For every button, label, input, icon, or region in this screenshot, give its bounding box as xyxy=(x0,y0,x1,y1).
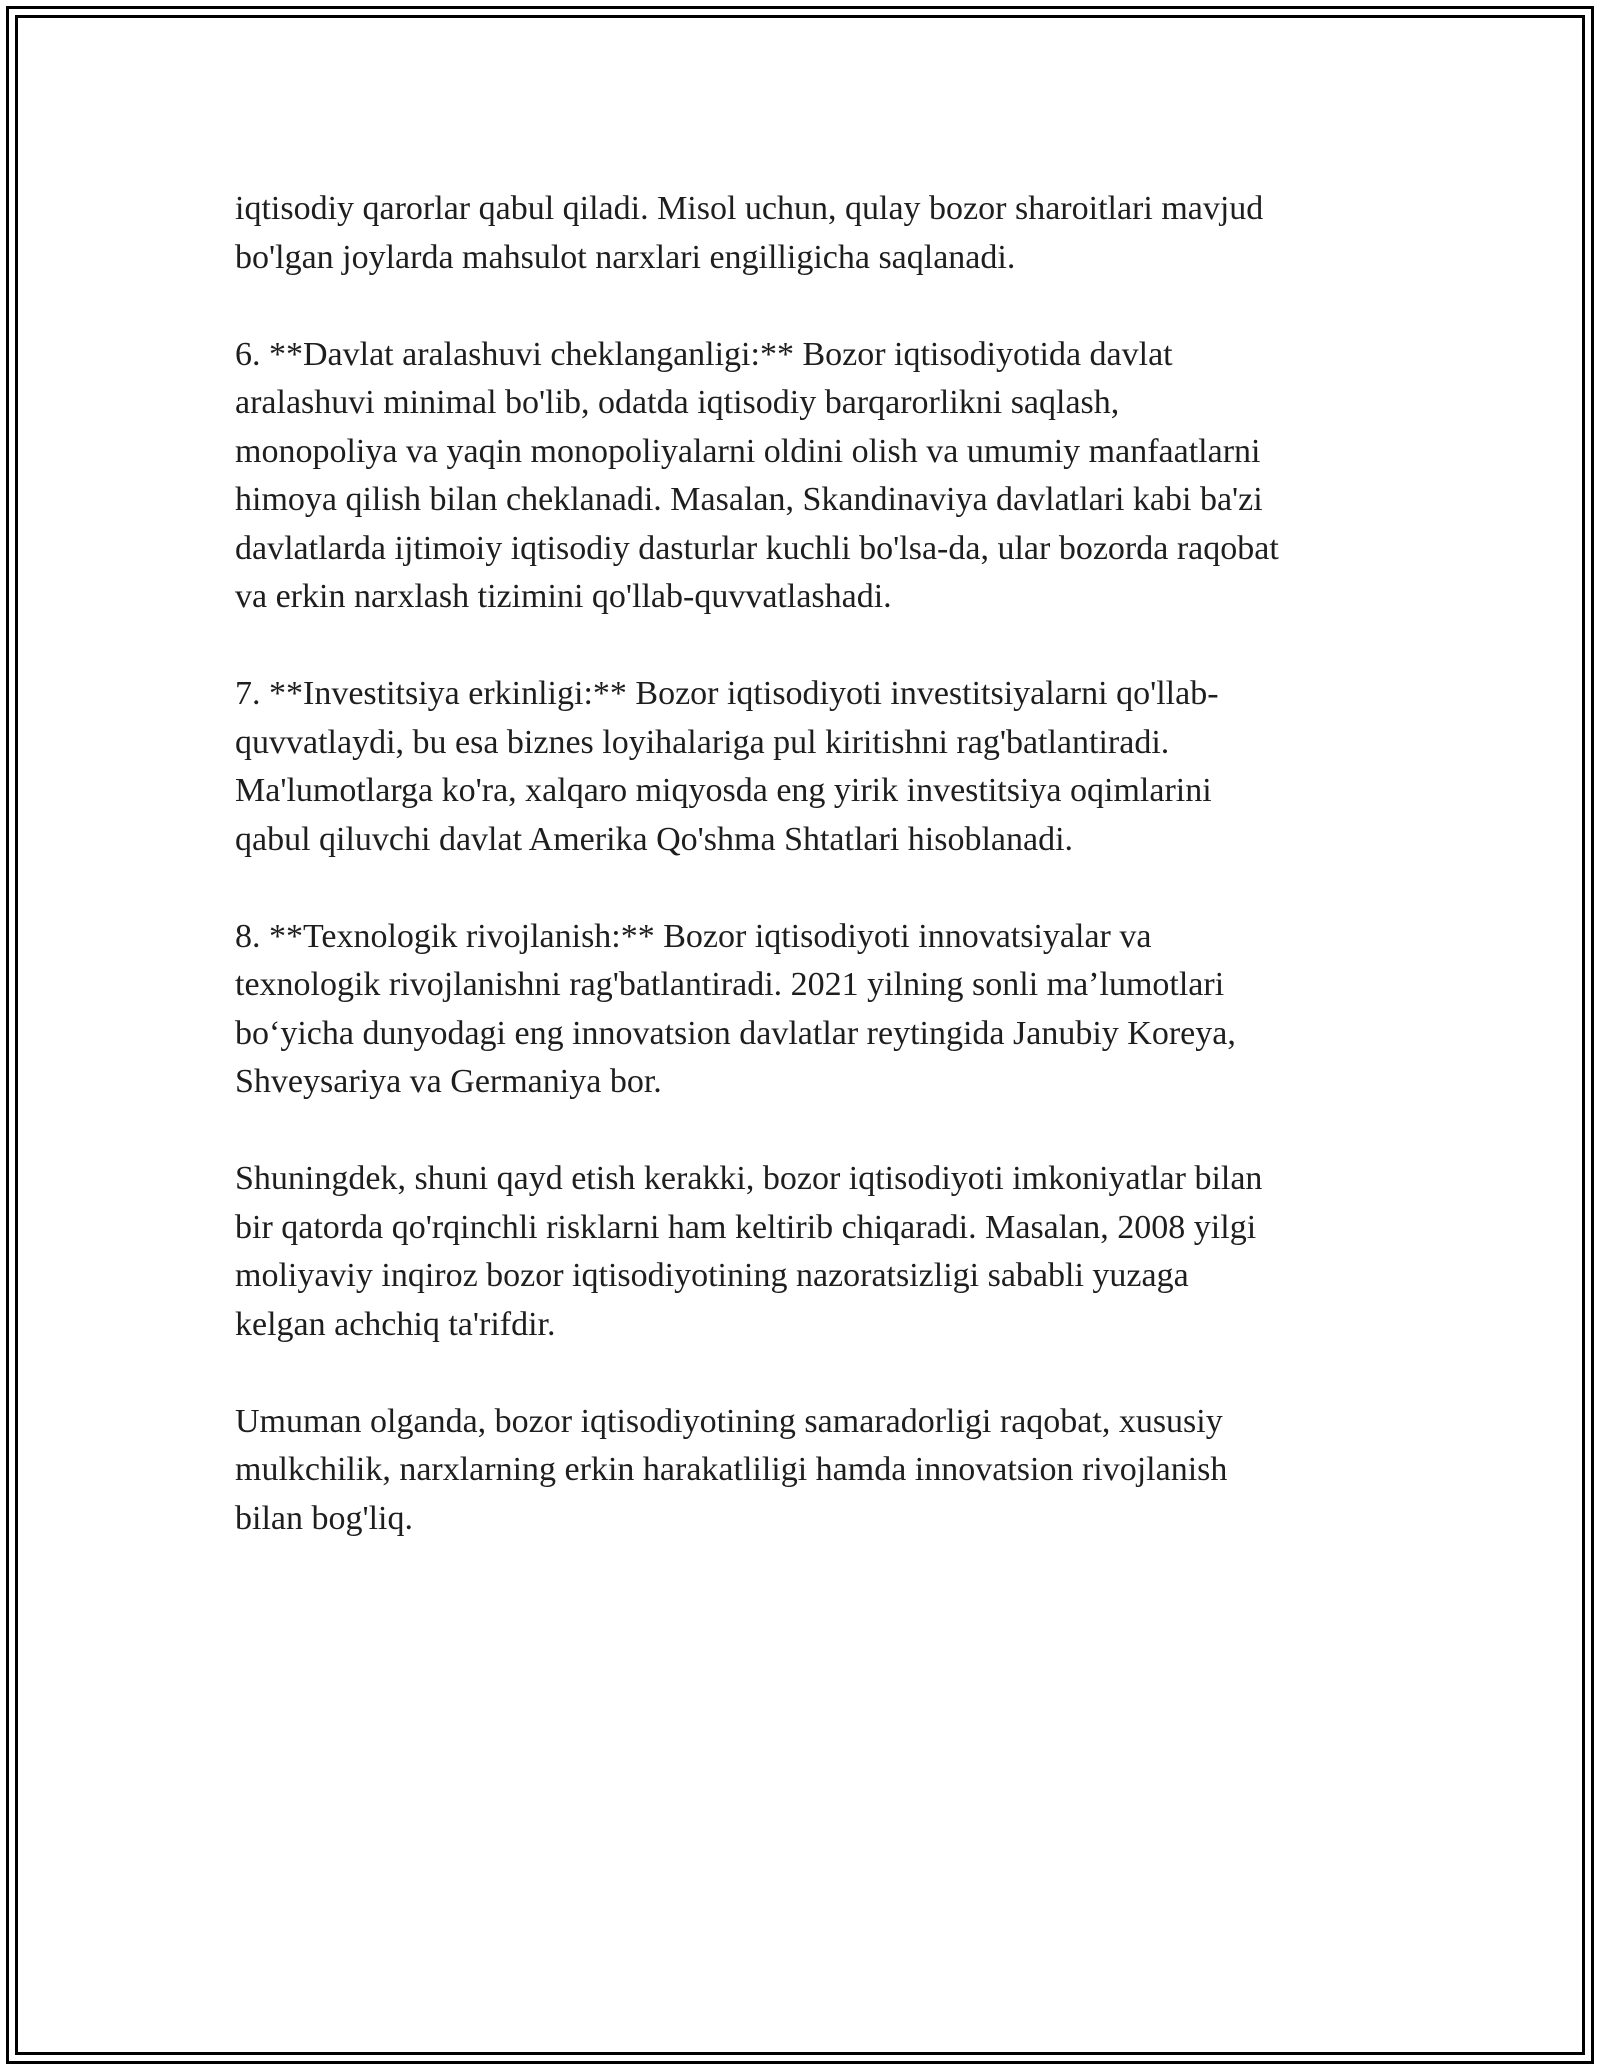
paragraph-item-8-technological-development: 8. **Texnologik rivojlanish:** Bozor iqtisodiyoti innovatsiyalar va texnologik rivojlanishni rag'batlantiradi. 2021 yilning sonli ma’lumotlari bo‘yicha dunyodagi eng innovatsion davlatlar reytingida Janubiy Koreya, Shveysariya va Germaniya bor. xyxy=(235,917,1236,1100)
paragraph-intro-continuation: iqtisodiy qarorlar qabul qiladi. Misol uchun, qulay bozor sharoitlari mavjud bo'lgan joylarda mahsulot narxlari engilligicha saqlanadi. xyxy=(235,190,1264,276)
document-body xyxy=(235,185,1375,1592)
paragraph-item-7-investment-freedom: 7. **Investitsiya erkinligi:** Bozor iqtisodiyoti investitsiyalarni qo'llab- quvvatlaydi, bu esa biznes loyihalariga pul kiritishni rag'batlantiradi. Ma'lumotlarga ko'ra, xalqaro miqyosda eng yirik investitsiya oqimlarini qabul qiluvchi davlat Amerika Qo'shma Shtatlari hisoblanadi. xyxy=(235,675,1219,858)
paragraph-conclusion: Umuman olganda, bozor iqtisodiyotining samaradorligi raqobat, xususiy mulkchilik, narxlarning erkin harakatliligi hamda innovatsion rivojlanish bilan bog'liq. xyxy=(235,1402,1228,1537)
paragraph-item-6-government-intervention: 6. **Davlat aralashuvi cheklanganligi:** Bozor iqtisodiyotida davlat aralashuvi minimal bo'lib, odatda iqtisodiy barqarorlikni saqlash, monopoliya va yaqin monopoliyalarni oldini olish va umumiy manfaatlarni himoya qilish bilan cheklanadi. Masalan, Skandinaviya davlatlari kabi ba'zi davlatlarda ijtimoiy iqtisodiy dasturlar kuchli bo'lsa-da, ular bozorda raqobat va erkin narxlash tizimini qo'llab-quvvatlashadi. xyxy=(235,335,1279,615)
paragraph-risks: Shuningdek, shuni qayd etish kerakki, bozor iqtisodiyoti imkoniyatlar bilan bir qatorda qo'rqinchli risklarni ham keltirib chiqaradi. Masalan, 2008 yilgi moliyaviy inqiroz bozor iqtisodiyotining nazoratsizligi sababli yuzaga kelgan achchiq ta'rifdir. xyxy=(235,1160,1263,1343)
